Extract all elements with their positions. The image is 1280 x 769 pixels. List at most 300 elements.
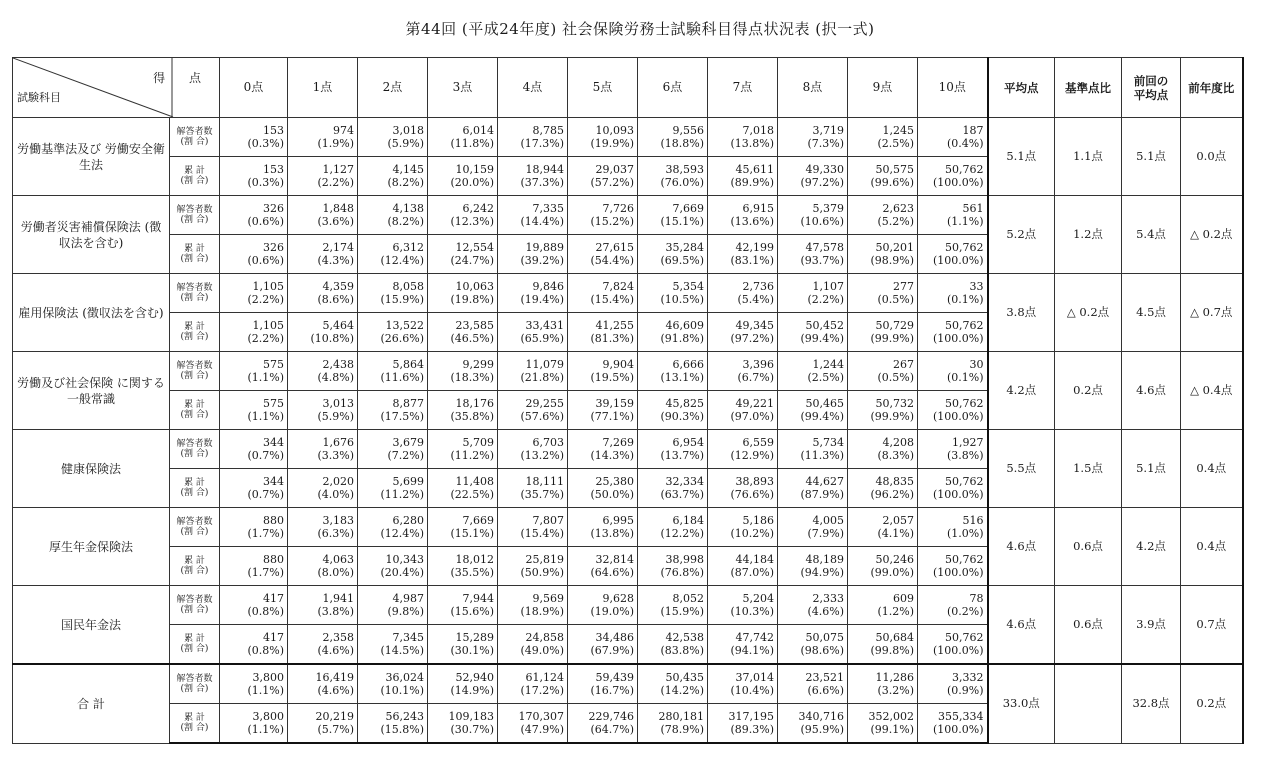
cell-count: 50,762 bbox=[945, 319, 984, 332]
subject-prev-avg: 4.6点 bbox=[1122, 352, 1181, 430]
cell-cumulative-score-5 bbox=[568, 235, 638, 274]
cell-answers-score-3 bbox=[428, 118, 498, 157]
cell-answers-score-1 bbox=[288, 664, 358, 704]
cell-percent: (2.5%) bbox=[877, 137, 914, 150]
cell-percent: (94.9%) bbox=[800, 566, 844, 579]
cell-cumulative-score-4 bbox=[498, 547, 568, 586]
subject-avg: 4.6点 bbox=[988, 586, 1055, 665]
cell-answers-score-5 bbox=[568, 586, 638, 625]
cell-answers-score-3 bbox=[428, 274, 498, 313]
cell-count: 39,159 bbox=[595, 397, 634, 410]
cell-percent: (30.7%) bbox=[450, 723, 494, 736]
cell-answers-score-2 bbox=[358, 586, 428, 625]
subject-prev-avg: 3.9点 bbox=[1122, 586, 1181, 665]
cell-cumulative-score-7 bbox=[708, 235, 778, 274]
cell-percent: (19.9%) bbox=[590, 137, 634, 150]
header-base-ratio: 基準点比 bbox=[1055, 58, 1122, 118]
cell-percent: (7.3%) bbox=[807, 137, 844, 150]
row-label-cumulative bbox=[170, 157, 220, 196]
cell-count: 5,734 bbox=[812, 436, 844, 449]
cell-count: 5,464 bbox=[322, 319, 354, 332]
cell-percent: (24.7%) bbox=[450, 254, 494, 267]
row-label-answers bbox=[170, 274, 220, 313]
cell-count: 50,729 bbox=[875, 319, 914, 332]
cell-answers-score-0 bbox=[220, 664, 288, 704]
cell-count: 4,987 bbox=[392, 592, 424, 605]
cell-count: 50,246 bbox=[875, 553, 914, 566]
cell-cumulative-score-1 bbox=[288, 391, 358, 430]
cell-cumulative-score-1 bbox=[288, 313, 358, 352]
cell-count: 1,245 bbox=[882, 124, 914, 137]
cell-percent: (50.0%) bbox=[590, 488, 634, 501]
cell-answers-score-8 bbox=[778, 196, 848, 235]
subject-base-ratio: 1.1点 bbox=[1055, 118, 1122, 196]
cell-count: 2,358 bbox=[322, 631, 354, 644]
cell-cumulative-score-8 bbox=[778, 391, 848, 430]
cell-cumulative-score-4 bbox=[498, 235, 568, 274]
cell-percent: (90.3%) bbox=[660, 410, 704, 423]
cell-count: 7,944 bbox=[462, 592, 494, 605]
cell-percent: (1.1%) bbox=[946, 215, 984, 228]
row-label-main: 解答者数 bbox=[176, 674, 213, 684]
cell-count: 6,014 bbox=[462, 124, 494, 137]
row-label-sub: (割 合) bbox=[180, 215, 209, 225]
cell-percent: (10.4%) bbox=[730, 684, 774, 697]
cell-percent: (100.0%) bbox=[932, 332, 984, 345]
cell-count: 11,079 bbox=[525, 358, 564, 371]
header-subject-label: 試験科目 bbox=[17, 91, 61, 104]
cell-count: 2,057 bbox=[882, 514, 914, 527]
cell-percent: (78.9%) bbox=[660, 723, 704, 736]
row-label-cumulative bbox=[170, 625, 220, 665]
cell-count: 8,052 bbox=[672, 592, 704, 605]
cell-answers-score-2 bbox=[358, 352, 428, 391]
cell-count: 37,014 bbox=[735, 671, 774, 684]
cell-answers-score-9 bbox=[848, 508, 918, 547]
cell-percent: (1.1%) bbox=[247, 684, 284, 697]
cell-count: 10,063 bbox=[455, 280, 494, 293]
cell-percent: (14.2%) bbox=[660, 684, 704, 697]
cell-answers-score-0 bbox=[220, 352, 288, 391]
cell-percent: (26.6%) bbox=[380, 332, 424, 345]
cell-answers-score-6 bbox=[638, 664, 708, 704]
cell-percent: (97.2%) bbox=[800, 176, 844, 189]
cell-percent: (15.8%) bbox=[380, 723, 424, 736]
cell-count: 5,699 bbox=[392, 475, 424, 488]
cell-percent: (15.9%) bbox=[660, 605, 704, 618]
cell-percent: (98.9%) bbox=[870, 254, 914, 267]
cell-answers-score-5 bbox=[568, 664, 638, 704]
cell-cumulative-score-7 bbox=[708, 469, 778, 508]
subject-prev-avg: 5.1点 bbox=[1122, 430, 1181, 508]
cell-count: 49,345 bbox=[735, 319, 774, 332]
cell-cumulative-score-0 bbox=[220, 625, 288, 665]
cell-cumulative-score-2 bbox=[358, 235, 428, 274]
cell-count: 50,201 bbox=[875, 241, 914, 254]
cell-count: 2,438 bbox=[322, 358, 354, 371]
cell-cumulative-score-9 bbox=[848, 391, 918, 430]
cell-answers-score-10 bbox=[918, 118, 988, 157]
cell-count: 50,762 bbox=[945, 241, 984, 254]
cell-cumulative-score-3 bbox=[428, 313, 498, 352]
cell-count: 6,312 bbox=[392, 241, 424, 254]
cell-count: 352,002 bbox=[868, 710, 914, 723]
cell-count: 344 bbox=[263, 436, 284, 449]
cell-count: 5,864 bbox=[392, 358, 424, 371]
cell-cumulative-score-9 bbox=[848, 157, 918, 196]
subject-name: 労働及び社会保険 に関する一般常識 bbox=[13, 352, 170, 430]
cell-percent: (1.9%) bbox=[317, 137, 354, 150]
cell-percent: (8.2%) bbox=[387, 176, 424, 189]
subject-prev-avg: 4.5点 bbox=[1122, 274, 1181, 352]
score-table-body bbox=[13, 118, 1243, 744]
row-label-cumulative bbox=[170, 391, 220, 430]
cell-percent: (18.3%) bbox=[450, 371, 494, 384]
cell-count: 3,800 bbox=[252, 710, 284, 723]
cell-count: 3,800 bbox=[252, 671, 284, 684]
subject-base-ratio: 1.5点 bbox=[1055, 430, 1122, 508]
cell-count: 50,435 bbox=[665, 671, 704, 684]
cell-cumulative-score-8 bbox=[778, 704, 848, 744]
cell-cumulative-score-7 bbox=[708, 625, 778, 665]
cell-count: 38,593 bbox=[665, 163, 704, 176]
cell-percent: (18.9%) bbox=[520, 605, 564, 618]
cell-percent: (8.3%) bbox=[877, 449, 914, 462]
cell-count: 48,189 bbox=[805, 553, 844, 566]
cell-answers-score-4 bbox=[498, 508, 568, 547]
cell-answers-score-6 bbox=[638, 352, 708, 391]
cell-answers-score-5 bbox=[568, 430, 638, 469]
cell-percent: (3.8%) bbox=[946, 449, 984, 462]
cell-percent: (10.6%) bbox=[800, 215, 844, 228]
cell-count: 50,465 bbox=[805, 397, 844, 410]
table-row-answers bbox=[13, 196, 1243, 235]
cell-count: 18,111 bbox=[525, 475, 564, 488]
row-label-cumulative bbox=[170, 313, 220, 352]
cell-answers-score-2 bbox=[358, 274, 428, 313]
cell-count: 47,742 bbox=[735, 631, 774, 644]
subject-prev-avg: 5.4点 bbox=[1122, 196, 1181, 274]
cell-percent: (99.9%) bbox=[870, 332, 914, 345]
cell-answers-score-3 bbox=[428, 508, 498, 547]
cell-percent: (7.9%) bbox=[807, 527, 844, 540]
cell-answers-score-10 bbox=[918, 196, 988, 235]
cell-percent: (77.1%) bbox=[590, 410, 634, 423]
row-label-sub: (割 合) bbox=[180, 371, 209, 381]
cell-percent: (15.1%) bbox=[450, 527, 494, 540]
cell-percent: (15.2%) bbox=[590, 215, 634, 228]
cell-answers-score-4 bbox=[498, 274, 568, 313]
cell-count: 9,846 bbox=[532, 280, 564, 293]
cell-percent: (46.5%) bbox=[450, 332, 494, 345]
cell-percent: (14.3%) bbox=[590, 449, 634, 462]
cell-percent: (0.1%) bbox=[946, 371, 984, 384]
cell-cumulative-score-7 bbox=[708, 313, 778, 352]
cell-count: 8,785 bbox=[532, 124, 564, 137]
cell-percent: (99.9%) bbox=[870, 410, 914, 423]
cell-cumulative-score-10 bbox=[918, 625, 988, 665]
cell-count: 153 bbox=[263, 163, 284, 176]
cell-percent: (4.6%) bbox=[317, 644, 354, 657]
cell-answers-score-7 bbox=[708, 118, 778, 157]
subject-avg: 33.0点 bbox=[988, 664, 1055, 743]
cell-answers-score-5 bbox=[568, 508, 638, 547]
cell-percent: (0.6%) bbox=[247, 254, 284, 267]
cell-cumulative-score-0 bbox=[220, 157, 288, 196]
cell-cumulative-score-5 bbox=[568, 547, 638, 586]
cell-count: 575 bbox=[263, 397, 284, 410]
row-label-sub: (割 合) bbox=[180, 254, 209, 264]
header-score-2: 2点 bbox=[358, 58, 428, 118]
cell-count: 50,762 bbox=[945, 397, 984, 410]
cell-count: 3,183 bbox=[322, 514, 354, 527]
cell-percent: (64.6%) bbox=[590, 566, 634, 579]
cell-count: 1,244 bbox=[812, 358, 844, 371]
cell-percent: (81.3%) bbox=[590, 332, 634, 345]
cell-answers-score-3 bbox=[428, 430, 498, 469]
cell-percent: (5.2%) bbox=[877, 215, 914, 228]
cell-percent: (87.0%) bbox=[730, 566, 774, 579]
cell-count: 41,255 bbox=[595, 319, 634, 332]
subject-prev-year-ratio: 0.2点 bbox=[1181, 664, 1243, 743]
row-label-main: 累 計 bbox=[184, 634, 205, 644]
cell-percent: (100.0%) bbox=[932, 723, 984, 736]
cell-percent: (8.2%) bbox=[387, 215, 424, 228]
row-label-sub: (割 合) bbox=[180, 137, 209, 147]
cell-count: 340,716 bbox=[798, 710, 844, 723]
cell-percent: (95.9%) bbox=[800, 723, 844, 736]
subject-avg: 4.6点 bbox=[988, 508, 1055, 586]
cell-percent: (99.1%) bbox=[870, 723, 914, 736]
cell-count: 1,927 bbox=[952, 436, 984, 449]
cell-count: 561 bbox=[962, 202, 984, 215]
cell-percent: (91.8%) bbox=[660, 332, 704, 345]
cell-percent: (0.1%) bbox=[946, 293, 984, 306]
cell-count: 1,941 bbox=[322, 592, 354, 605]
cell-percent: (96.2%) bbox=[870, 488, 914, 501]
cell-percent: (4.0%) bbox=[317, 488, 354, 501]
cell-cumulative-score-5 bbox=[568, 469, 638, 508]
table-row-answers bbox=[13, 664, 1243, 704]
cell-answers-score-0 bbox=[220, 196, 288, 235]
cell-count: 52,940 bbox=[455, 671, 494, 684]
subject-prev-year-ratio: 0.7点 bbox=[1181, 586, 1243, 665]
cell-count: 29,037 bbox=[595, 163, 634, 176]
cell-percent: (0.3%) bbox=[247, 137, 284, 150]
cell-percent: (65.9%) bbox=[520, 332, 564, 345]
cell-count: 20,219 bbox=[315, 710, 354, 723]
subject-name: 健康保険法 bbox=[13, 430, 170, 508]
header-avg: 平均点 bbox=[988, 58, 1055, 118]
cell-percent: (13.1%) bbox=[660, 371, 704, 384]
cell-count: 3,719 bbox=[812, 124, 844, 137]
cell-count: 45,611 bbox=[735, 163, 774, 176]
cell-count: 1,848 bbox=[322, 202, 354, 215]
cell-count: 417 bbox=[263, 592, 284, 605]
cell-answers-score-3 bbox=[428, 196, 498, 235]
cell-count: 267 bbox=[893, 358, 914, 371]
cell-answers-score-3 bbox=[428, 352, 498, 391]
cell-percent: (10.5%) bbox=[660, 293, 704, 306]
cell-count: 3,332 bbox=[952, 671, 984, 684]
cell-percent: (9.8%) bbox=[387, 605, 424, 618]
cell-percent: (67.9%) bbox=[590, 644, 634, 657]
row-label-answers bbox=[170, 508, 220, 547]
cell-percent: (1.1%) bbox=[247, 371, 284, 384]
cell-cumulative-score-4 bbox=[498, 625, 568, 665]
cell-count: 1,105 bbox=[252, 280, 284, 293]
cell-percent: (12.9%) bbox=[730, 449, 774, 462]
cell-percent: (13.2%) bbox=[520, 449, 564, 462]
cell-percent: (100.0%) bbox=[932, 488, 984, 501]
cell-percent: (0.6%) bbox=[247, 215, 284, 228]
table-row-answers bbox=[13, 274, 1243, 313]
cell-cumulative-score-2 bbox=[358, 313, 428, 352]
cell-count: 2,736 bbox=[742, 280, 774, 293]
cell-percent: (0.5%) bbox=[877, 371, 914, 384]
cell-percent: (93.7%) bbox=[800, 254, 844, 267]
cell-cumulative-score-2 bbox=[358, 547, 428, 586]
cell-answers-score-7 bbox=[708, 274, 778, 313]
cell-count: 46,609 bbox=[665, 319, 704, 332]
cell-count: 36,024 bbox=[385, 671, 424, 684]
cell-percent: (12.4%) bbox=[380, 254, 424, 267]
cell-cumulative-score-10 bbox=[918, 547, 988, 586]
cell-answers-score-1 bbox=[288, 196, 358, 235]
header-score-8: 8点 bbox=[778, 58, 848, 118]
cell-count: 9,904 bbox=[602, 358, 634, 371]
cell-answers-score-9 bbox=[848, 118, 918, 157]
header-score-10: 10点 bbox=[918, 58, 988, 118]
subject-prev-year-ratio: 0.0点 bbox=[1181, 118, 1243, 196]
cell-percent: (15.4%) bbox=[590, 293, 634, 306]
cell-percent: (39.2%) bbox=[520, 254, 564, 267]
cell-percent: (100.0%) bbox=[932, 176, 984, 189]
header-score-7: 7点 bbox=[708, 58, 778, 118]
cell-cumulative-score-8 bbox=[778, 547, 848, 586]
cell-percent: (0.7%) bbox=[247, 449, 284, 462]
cell-count: 4,359 bbox=[322, 280, 354, 293]
cell-percent: (98.6%) bbox=[800, 644, 844, 657]
cell-cumulative-score-6 bbox=[638, 157, 708, 196]
cell-cumulative-score-7 bbox=[708, 704, 778, 744]
cell-percent: (1.7%) bbox=[247, 566, 284, 579]
cell-percent: (14.9%) bbox=[450, 684, 494, 697]
cell-count: 10,343 bbox=[385, 553, 424, 566]
cell-percent: (76.6%) bbox=[730, 488, 774, 501]
cell-count: 29,255 bbox=[525, 397, 564, 410]
cell-cumulative-score-6 bbox=[638, 469, 708, 508]
subject-prev-year-ratio: △ 0.7点 bbox=[1181, 274, 1243, 352]
cell-cumulative-score-3 bbox=[428, 704, 498, 744]
cell-percent: (2.2%) bbox=[247, 332, 284, 345]
cell-cumulative-score-9 bbox=[848, 235, 918, 274]
cell-percent: (0.7%) bbox=[247, 488, 284, 501]
cell-percent: (1.7%) bbox=[247, 527, 284, 540]
cell-answers-score-4 bbox=[498, 664, 568, 704]
cell-count: 5,186 bbox=[742, 514, 774, 527]
cell-percent: (0.5%) bbox=[877, 293, 914, 306]
document-title: 第44回 (平成24年度) 社会保険労務士試験科目得点状況表 (択一式) bbox=[405, 20, 875, 38]
cell-answers-score-8 bbox=[778, 430, 848, 469]
cell-cumulative-score-6 bbox=[638, 235, 708, 274]
cell-count: 326 bbox=[263, 202, 284, 215]
cell-count: 9,556 bbox=[672, 124, 704, 137]
cell-count: 13,522 bbox=[385, 319, 424, 332]
cell-answers-score-1 bbox=[288, 430, 358, 469]
subject-base-ratio: 0.6点 bbox=[1055, 586, 1122, 665]
cell-percent: (19.8%) bbox=[450, 293, 494, 306]
row-label-answers bbox=[170, 118, 220, 157]
cell-percent: (4.6%) bbox=[807, 605, 844, 618]
header-score-4: 4点 bbox=[498, 58, 568, 118]
cell-answers-score-5 bbox=[568, 274, 638, 313]
cell-count: 11,408 bbox=[455, 475, 494, 488]
cell-percent: (12.3%) bbox=[450, 215, 494, 228]
cell-percent: (83.1%) bbox=[730, 254, 774, 267]
cell-percent: (100.0%) bbox=[932, 254, 984, 267]
cell-count: 880 bbox=[263, 514, 284, 527]
cell-answers-score-10 bbox=[918, 352, 988, 391]
row-label-main: 累 計 bbox=[184, 713, 205, 723]
cell-percent: (89.3%) bbox=[730, 723, 774, 736]
cell-cumulative-score-8 bbox=[778, 469, 848, 508]
cell-count: 33,431 bbox=[525, 319, 564, 332]
cell-cumulative-score-0 bbox=[220, 469, 288, 508]
cell-answers-score-4 bbox=[498, 430, 568, 469]
cell-percent: (8.6%) bbox=[317, 293, 354, 306]
cell-answers-score-4 bbox=[498, 196, 568, 235]
cell-answers-score-2 bbox=[358, 118, 428, 157]
cell-percent: (11.3%) bbox=[800, 449, 844, 462]
row-label-main: 解答者数 bbox=[176, 205, 213, 215]
subject-prev-avg: 4.2点 bbox=[1122, 508, 1181, 586]
cell-cumulative-score-8 bbox=[778, 235, 848, 274]
cell-count: 11,286 bbox=[875, 671, 914, 684]
cell-answers-score-5 bbox=[568, 118, 638, 157]
cell-answers-score-8 bbox=[778, 352, 848, 391]
cell-cumulative-score-5 bbox=[568, 391, 638, 430]
cell-percent: (99.8%) bbox=[870, 644, 914, 657]
cell-answers-score-8 bbox=[778, 274, 848, 313]
cell-count: 49,330 bbox=[805, 163, 844, 176]
header-prev-avg: 前回の 平均点 bbox=[1122, 58, 1181, 118]
cell-answers-score-8 bbox=[778, 664, 848, 704]
header-score-9: 9点 bbox=[848, 58, 918, 118]
cell-answers-score-7 bbox=[708, 586, 778, 625]
row-label-main: 解答者数 bbox=[176, 439, 213, 449]
subject-base-ratio: 0.6点 bbox=[1055, 508, 1122, 586]
cell-percent: (13.8%) bbox=[730, 137, 774, 150]
cell-count: 56,243 bbox=[385, 710, 424, 723]
cell-count: 12,554 bbox=[455, 241, 494, 254]
cell-cumulative-score-2 bbox=[358, 704, 428, 744]
cell-percent: (35.7%) bbox=[520, 488, 564, 501]
cell-cumulative-score-3 bbox=[428, 235, 498, 274]
subject-name: 国民年金法 bbox=[13, 586, 170, 665]
cell-percent: (2.2%) bbox=[807, 293, 844, 306]
cell-count: 44,184 bbox=[735, 553, 774, 566]
cell-cumulative-score-10 bbox=[918, 391, 988, 430]
cell-cumulative-score-2 bbox=[358, 625, 428, 665]
subject-prev-year-ratio: △ 0.4点 bbox=[1181, 352, 1243, 430]
cell-count: 5,709 bbox=[462, 436, 494, 449]
cell-count: 6,995 bbox=[602, 514, 634, 527]
cell-count: 2,174 bbox=[322, 241, 354, 254]
cell-count: 50,762 bbox=[945, 163, 984, 176]
cell-percent: (100.0%) bbox=[932, 644, 984, 657]
row-label-main: 累 計 bbox=[184, 244, 205, 254]
